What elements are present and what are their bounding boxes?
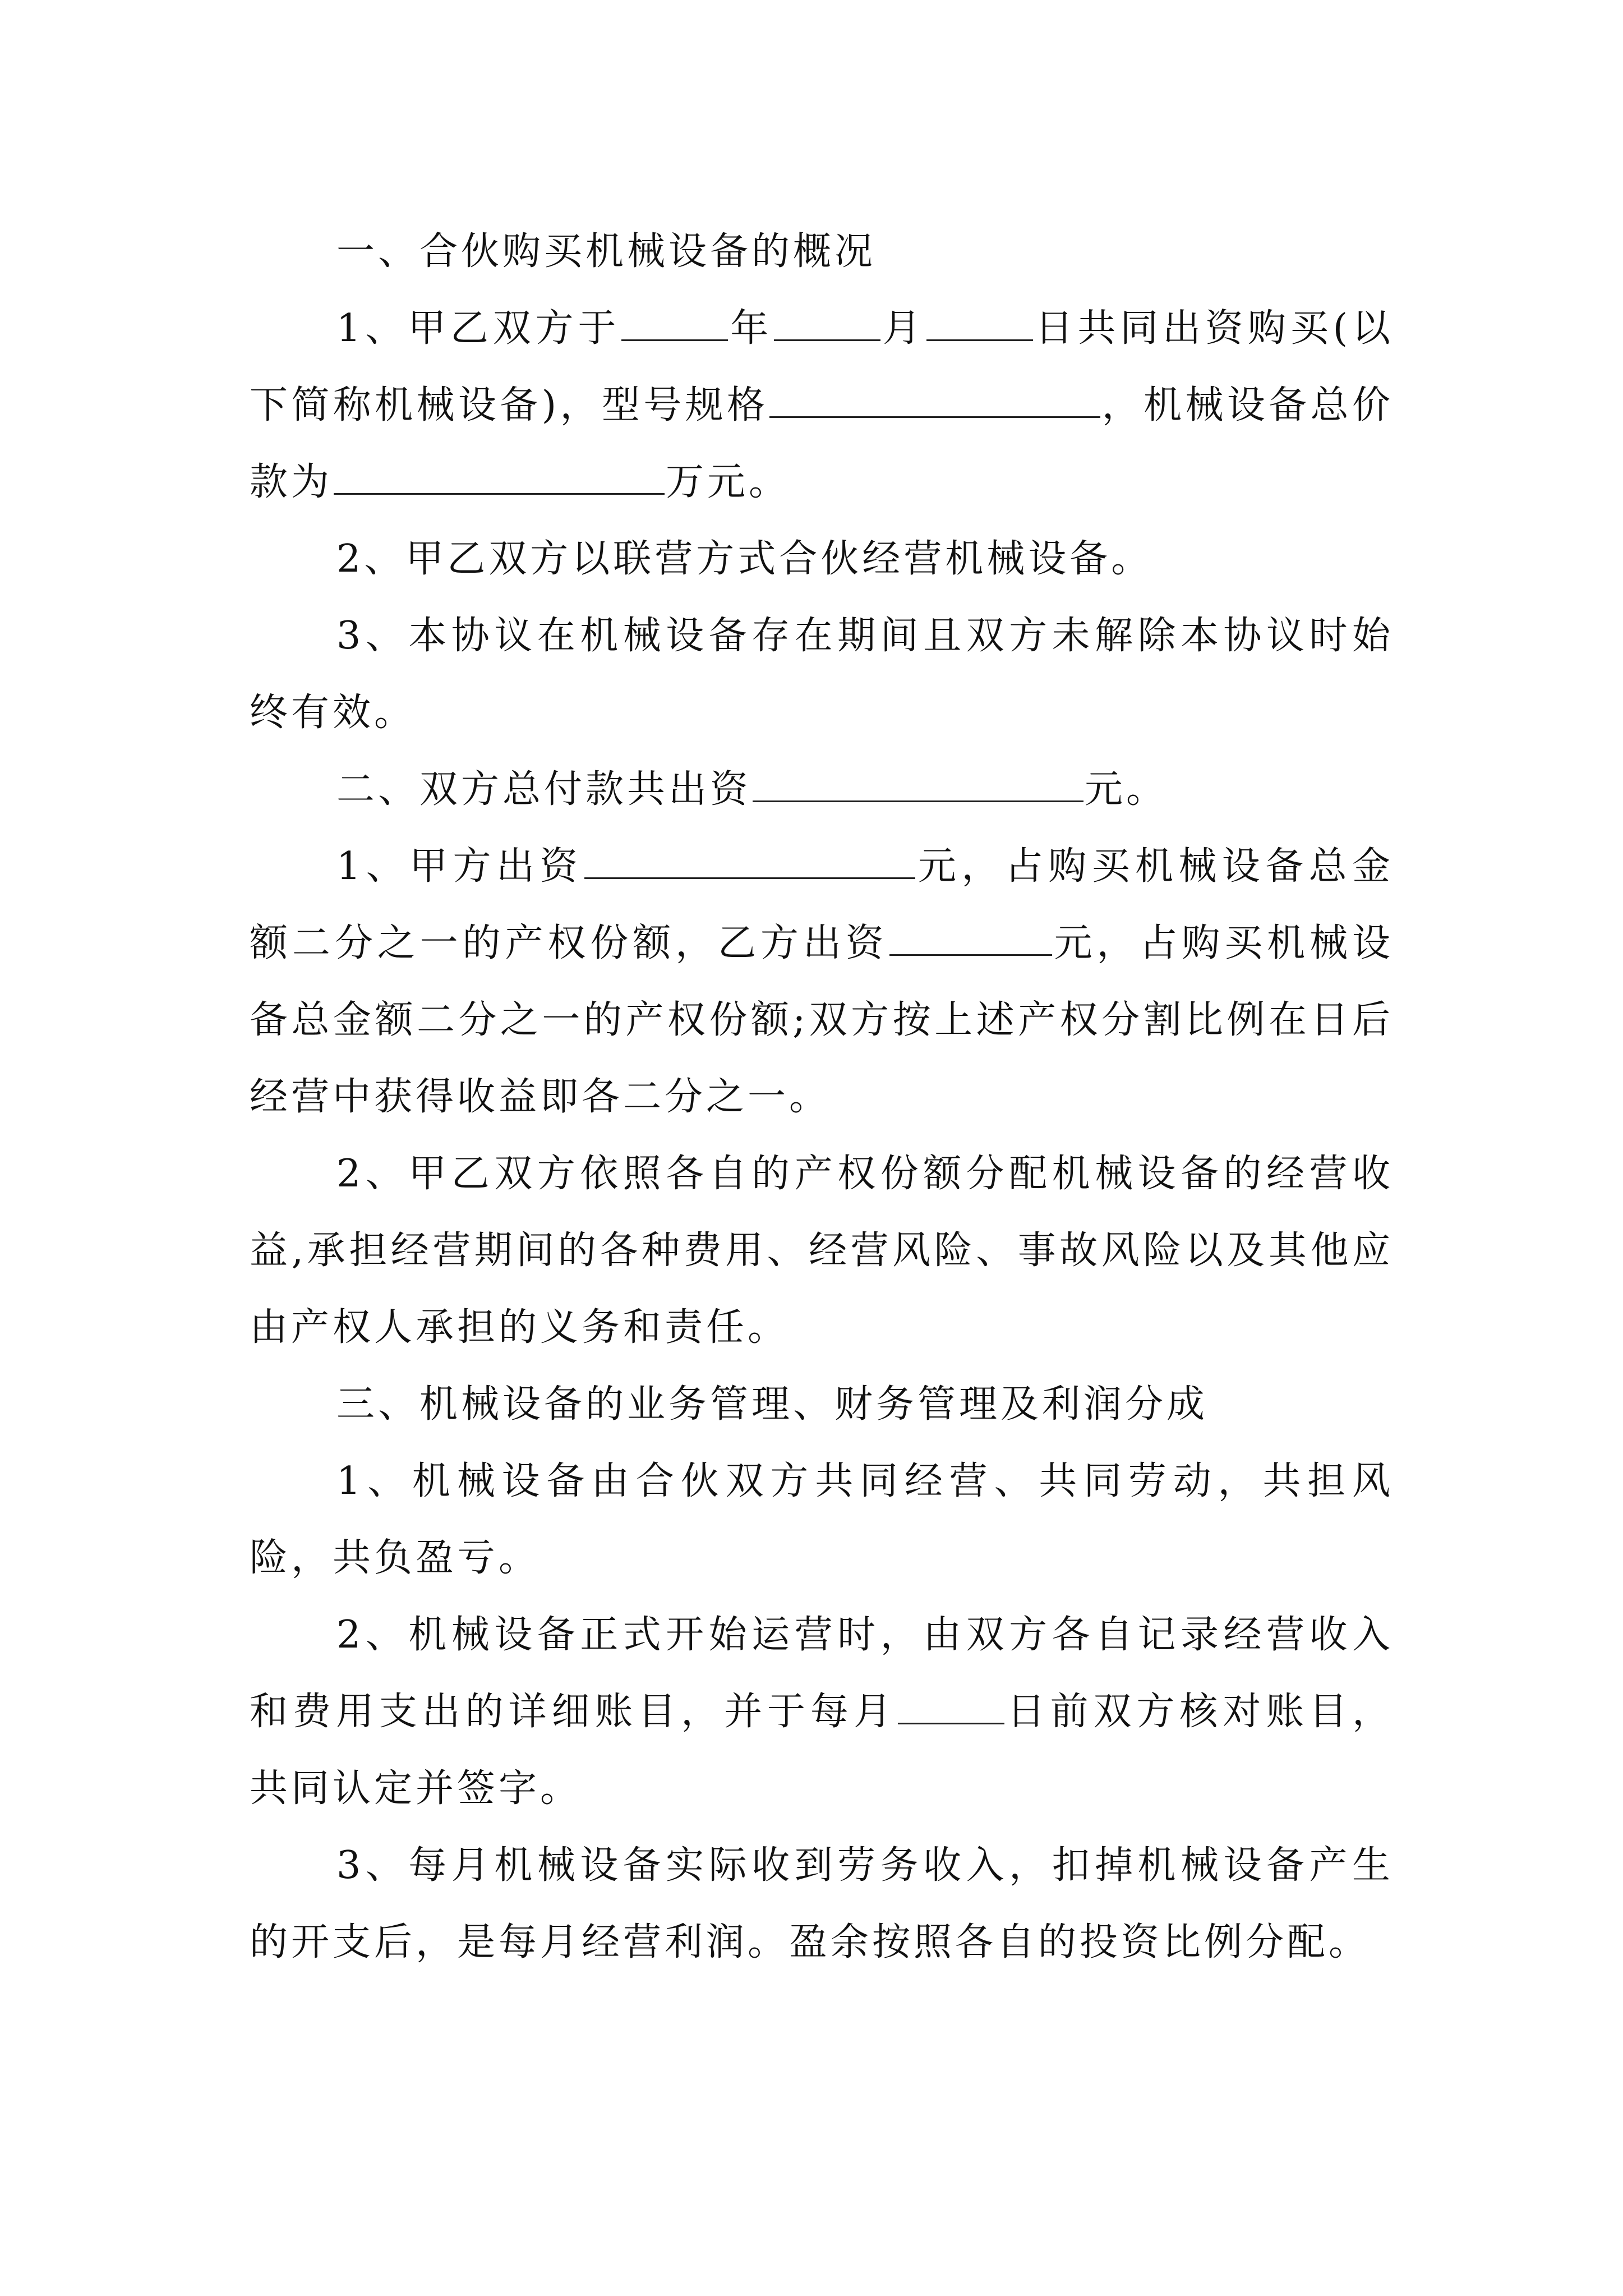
blank-month	[774, 308, 880, 341]
paragraph-validity: 3、本协议在机械设备存在期间且双方未解除本协议时始终有效。	[250, 614, 1394, 735]
paragraph-profit-sharing: 2、甲乙双方依照各自的产权份额分配机械设备的经营收益,承担经营期间的各种费用、经营风险、事故风险以及其他应由产权人承担的义务和责任。	[250, 1152, 1394, 1350]
paragraph-purchase-details: 1、甲乙双方于 年 月 日共同出资购买(以下简称机械设备)，型号规格 ，机械设备总价款为 万元。	[250, 306, 1394, 504]
paragraph-profit-distribution: 3、每月机械设备实际收到劳务收入，扣掉机械设备产生的开支后，是每月经营利润。盈余按照各自的投资比例分配。	[250, 1843, 1394, 1964]
blank-monthly-day	[898, 1691, 1004, 1724]
blank-party-b-amount	[889, 923, 1052, 956]
blank-total-price	[334, 462, 665, 495]
document-body	[250, 213, 1394, 1981]
blank-day	[926, 308, 1033, 341]
section-heading-1: 一、合伙购买机械设备的概况	[336, 229, 877, 274]
paragraph-joint-management: 1、机械设备由合伙双方共同经营、共同劳动，共担风险，共负盈亏。	[250, 1459, 1394, 1580]
section-heading-3: 三、机械设备的业务管理、财务管理及利润分成	[336, 1382, 1209, 1427]
section-heading-2: 二、双方总付款共出资 元。	[336, 767, 1168, 812]
paragraph-joint-operation: 2、甲乙双方以联营方式合伙经营机械设备。	[336, 537, 1153, 581]
paragraph-accounting: 2、机械设备正式开始运营时，由双方各自记录经营收入和费用支出的详细账目，并于每月 日前双方核对账目，共同认定并签字。	[250, 1613, 1394, 1811]
blank-party-a-amount	[584, 846, 915, 879]
blank-year	[621, 308, 728, 341]
paragraph-capital-contribution: 1、甲方出资 元，占购买机械设备总金额二分之一的产权份额，乙方出资 元，占购买机械设备总金额二分之一的产权份额;双方按上述产权分割比例在日后经营中获得收益即各二分之一。	[250, 844, 1394, 1119]
blank-model-spec	[769, 385, 1100, 418]
blank-total-investment	[753, 769, 1083, 802]
